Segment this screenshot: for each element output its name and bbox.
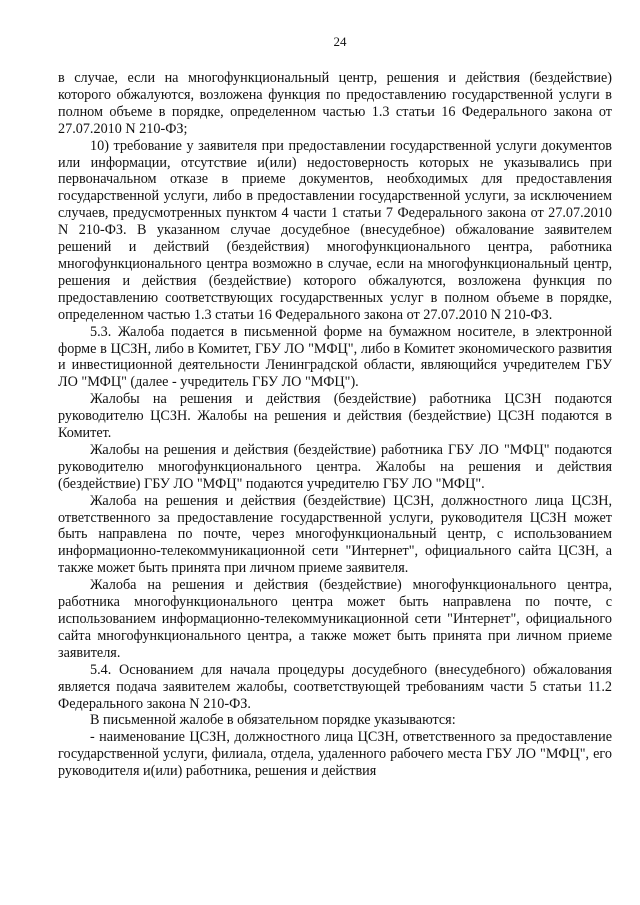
paragraph-item-10: 10) требование у заявителя при предоставлении государственной услуги документов или информации, отсутствие и(или) недостоверность которых не указывались при первоначальном отказе в приеме документов, необходимых для предоставления государственной услуги, либо в предоставлении государственной услуги, за исключением случаев, предусмотренных пунктом 4 части 1 статьи 7 Федерального закона от 27.07.2010 N 210-ФЗ. В указанном случае досудебное (внесудебное) обжалование заявителем решений и действий (бездействия) многофункционального центра, работника многофункционального центра возможно в случае, если на многофункциональный центр, решения и действия (бездействие) которого обжалуются, возложена функция по предоставлению соответствующих государственных услуг в полном объеме в порядке, определенном частью 1.3 статьи 16 Федерального закона от 27.07.2010 N 210-ФЗ. <box>58 137 612 323</box>
paragraph-5-3: 5.3. Жалоба подается в письменной форме на бумажном носителе, в электронной форме в ЦСЗН, либо в Комитет, ГБУ ЛО "МФЦ", либо в Комитет экономического развития и инвестиционной деятельности Ленинградской области, являющийся учредителем ГБУ ЛО "МФЦ" (далее - учредитель ГБУ ЛО "МФЦ"). <box>58 323 612 391</box>
paragraph-continuation: в случае, если на многофункциональный центр, решения и действия (бездействие) которого обжалуются, возложена функция по предоставлению государственной услуги в полном объеме в порядке, определенном частью 1.3 статьи 16 Федерального закона от 27.07.2010 N 210-ФЗ; <box>58 70 612 137</box>
paragraph-list-item: - наименование ЦСЗН, должностного лица ЦСЗН, ответственного за предоставление государственной услуги, филиала, отдела, удаленного рабочего места ГБУ ЛО "МФЦ", его руководителя и(или) работника, решения и действия <box>58 729 612 780</box>
paragraph-complaints-cszn: Жалобы на решения и действия (бездействие) работника ЦСЗН подаются руководителю ЦСЗН. Жалобы на решения и действия (бездействие) ЦСЗН подаются в Комитет. <box>58 391 612 442</box>
paragraph-5-4: 5.4. Основанием для начала процедуры досудебного (внесудебного) обжалования является подача заявителем жалобы, соответствующей требованиям части 5 статьи 11.2 Федерального закона N 210-ФЗ. <box>58 661 612 712</box>
paragraph-complaints-mfc: Жалобы на решения и действия (бездействие) работника ГБУ ЛО "МФЦ" подаются руководителю многофункционального центра. Жалобы на решения и действия (бездействие) ГБУ ЛО "МФЦ" подаются учредителю ГБУ ЛО "МФЦ". <box>58 441 612 492</box>
paragraph-complaint-cszn-channels: Жалоба на решения и действия (бездействие) ЦСЗН, должностного лица ЦСЗН, ответственного за предоставление государственной услуги, руководителя ЦСЗН может быть направлена по почте, через многофункциональный центр, с использованием информационно-телекоммуникационной сети "Интернет", официального сайта ЦСЗН, а также может быть принята при личном приеме заявителя. <box>58 492 612 577</box>
paragraph-complaint-mfc-channels: Жалоба на решения и действия (бездействие) многофункционального центра, работника многофункционального центра может быть направлена по почте, с использованием информационно-телекоммуникационной сети "Интернет", официального сайта многофункционального центра, а также может быть принята при личном приеме заявителя. <box>58 577 612 661</box>
document-body <box>58 70 612 780</box>
page-number: 24 <box>333 34 347 49</box>
paragraph-written-complaint-intro: В письменной жалобе в обязательном порядке указываются: <box>90 712 456 729</box>
